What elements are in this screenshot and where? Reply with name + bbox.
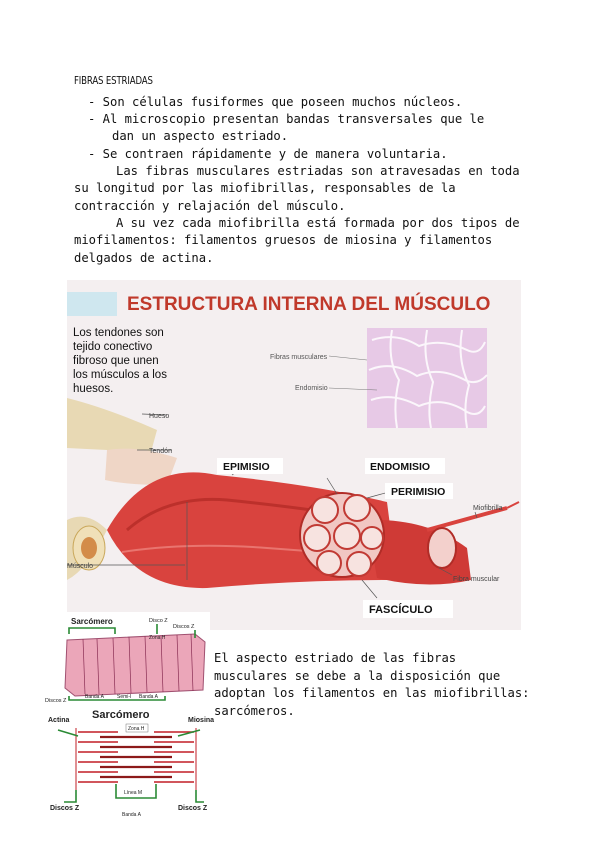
svg-text:FASCÍCULO: FASCÍCULO	[369, 604, 433, 616]
svg-text:Discos Z: Discos Z	[50, 805, 80, 812]
paragraph-1: Las fibras musculares estriadas son atravesadas en toda su longitud por las miofibrillas, responsables de la contracción y relajación del músculo.	[74, 164, 520, 213]
bullet-2: - Al microscopio presentan bandas transversales que le	[88, 112, 485, 126]
svg-text:Sarcómero: Sarcómero	[71, 617, 113, 626]
svg-text:Tendón: Tendón	[149, 448, 172, 455]
svg-text:Banda A: Banda A	[85, 694, 104, 700]
svg-text:Los tendones son: Los tendones son	[73, 327, 164, 339]
svg-text:Miosina: Miosina	[188, 717, 215, 724]
svg-text:Zona H: Zona H	[149, 635, 166, 641]
sarcomere-caption: El aspecto estriado de las fibras musculares se debe a la disposición que adoptan los filamentos en las miofibrillas: sarcómeros.	[214, 651, 530, 718]
svg-text:Discos Z: Discos Z	[178, 805, 208, 812]
svg-text:Banda A: Banda A	[139, 694, 158, 700]
svg-text:Discos Z: Discos Z	[173, 624, 195, 630]
svg-text:Línea M: Línea M	[124, 790, 143, 796]
svg-text:Hueso: Hueso	[149, 413, 170, 420]
sarcomere-figure-2	[48, 706, 218, 820]
svg-text:Zona H: Zona H	[128, 726, 145, 732]
sarcomere-figure-1	[45, 612, 210, 706]
svg-text:Músculo: Músculo	[67, 563, 94, 570]
svg-text:Miofibrilla: Miofibrilla	[473, 505, 503, 512]
svg-text:tejido conectivo: tejido conectivo	[73, 341, 153, 353]
svg-text:los músculos a los: los músculos a los	[73, 369, 167, 381]
bullet-3: - Se contraen rápidamente y de manera voluntaria.	[88, 147, 448, 161]
svg-text:huesos.: huesos.	[73, 383, 114, 395]
svg-text:fibroso que unen: fibroso que unen	[73, 355, 159, 367]
svg-text:Actina: Actina	[48, 717, 70, 724]
svg-text:Semi-I: Semi-I	[117, 694, 132, 700]
figure-title: ESTRUCTURA INTERNA DEL MÚSCULO	[127, 294, 491, 315]
svg-text:Endomisio: Endomisio	[295, 385, 328, 392]
svg-text:Fibra muscular: Fibra muscular	[453, 576, 500, 583]
svg-text:ENDOMISIO: ENDOMISIO	[370, 461, 431, 473]
svg-text:Discos Z: Discos Z	[45, 698, 67, 704]
section-heading: FIBRAS ESTRIADAS	[74, 74, 153, 87]
svg-text:PERIMISIO: PERIMISIO	[391, 486, 446, 498]
muscle-structure-figure	[67, 280, 521, 630]
paragraph-2: A su vez cada miofibrilla está formada por dos tipos de miofilamentos: filamentos gruesos de miosina y filamentos delgados de actina.	[74, 216, 520, 265]
svg-text:Banda A: Banda A	[122, 812, 141, 818]
bullet-1: - Son células fusiformes que poseen muchos núcleos.	[88, 95, 463, 109]
svg-text:Fibras musculares: Fibras musculares	[270, 354, 328, 361]
svg-text:Disco Z: Disco Z	[149, 618, 168, 624]
svg-text:EPIMISIO: EPIMISIO	[223, 461, 270, 473]
bullet-2-continued: dan un aspecto estriado.	[112, 129, 289, 143]
svg-text:Sarcómero: Sarcómero	[92, 709, 150, 721]
